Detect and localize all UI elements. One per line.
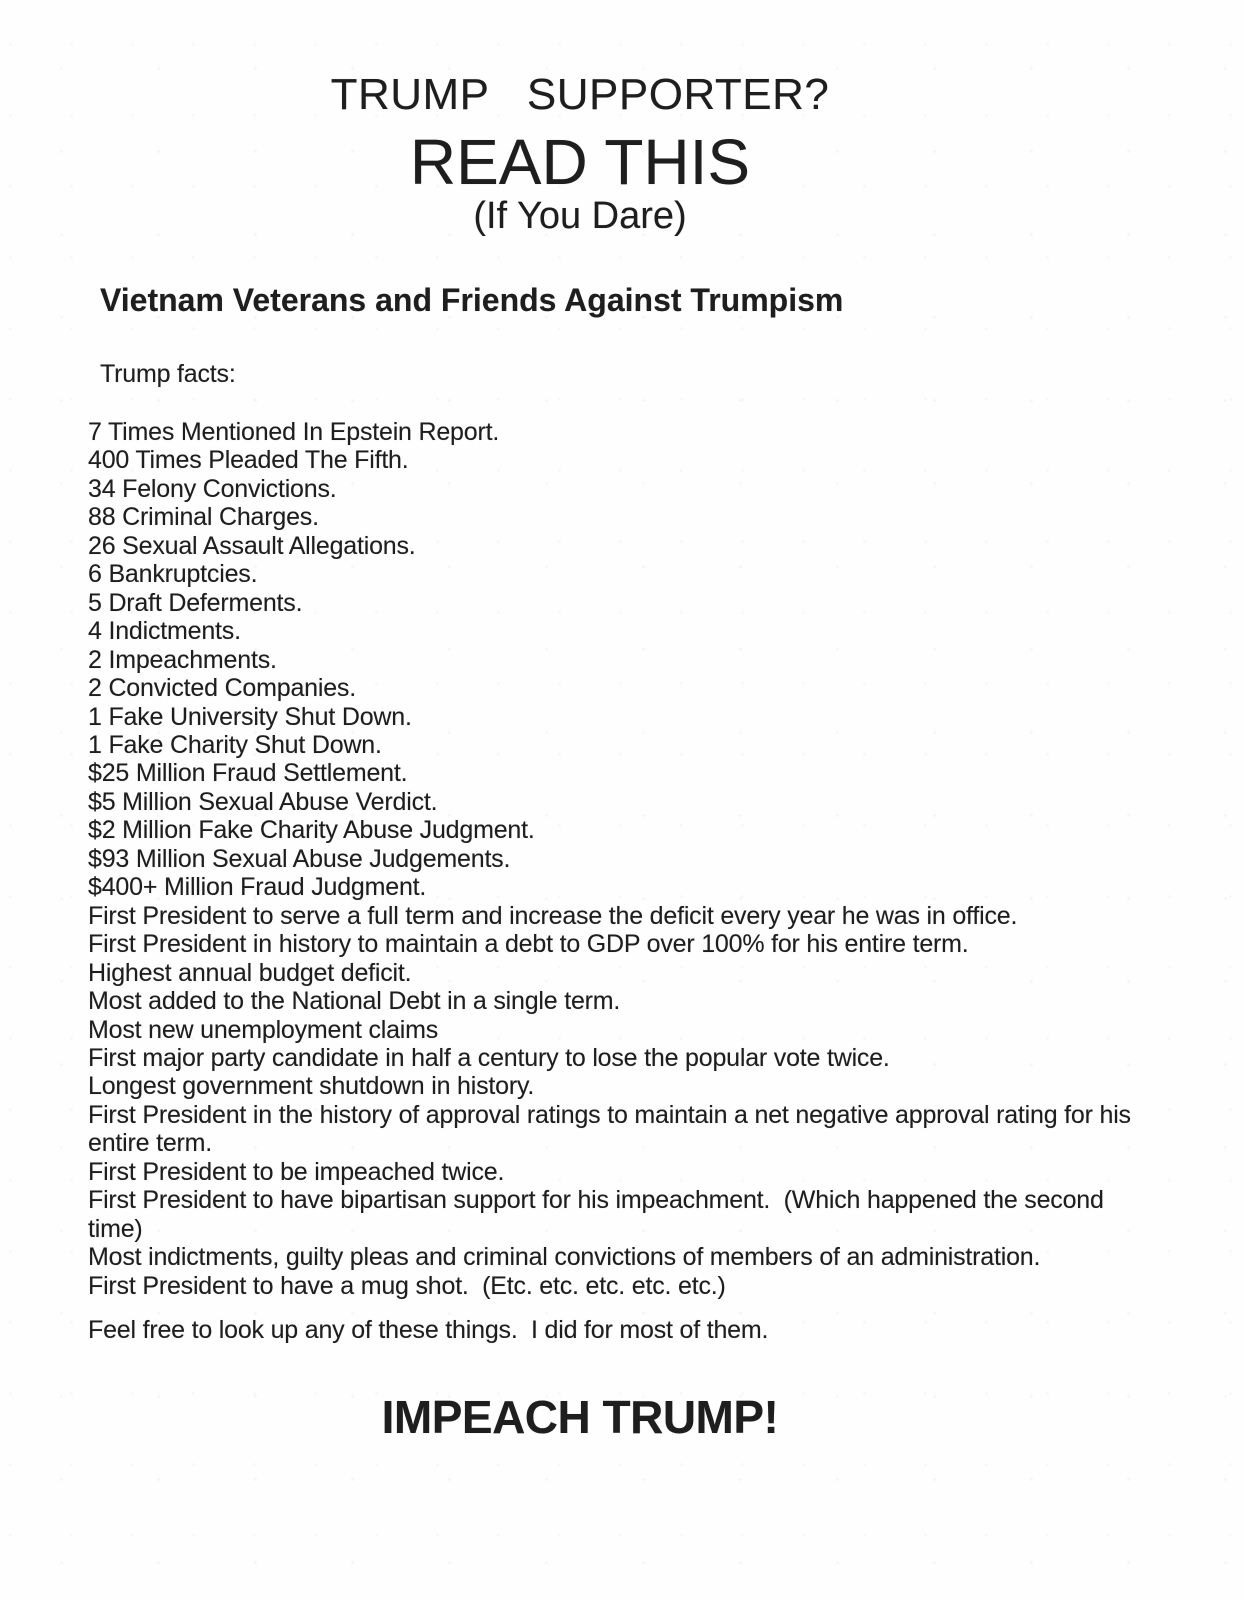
closing-note: Feel free to look up any of these things. I did for most of them. xyxy=(88,1316,769,1344)
fact-line: First President to serve a full term and increase the deficit every year he was in office. xyxy=(88,901,1018,930)
fact-line: $2 Million Fake Charity Abuse Judgment. xyxy=(88,816,535,845)
fact-line: $25 Million Fraud Settlement. xyxy=(88,759,408,788)
fact-line: 2 Impeachments. xyxy=(88,645,277,674)
fact-line: 6 Bankruptcies. xyxy=(88,560,258,589)
fact-line: Most added to the National Debt in a single term. xyxy=(88,987,621,1016)
fact-line: 34 Felony Convictions. xyxy=(88,474,337,503)
fact-line: $93 Million Sexual Abuse Judgements. xyxy=(88,844,511,873)
org-heading: Vietnam Veterans and Friends Against Trumpism xyxy=(100,282,844,318)
fact-line: 88 Criminal Charges. xyxy=(88,503,319,532)
fact-line: 7 Times Mentioned In Epstein Report. xyxy=(88,418,500,446)
title-block xyxy=(60,70,1100,238)
fact-line: Most new unemployment claims xyxy=(88,1015,439,1044)
fact-line: 2 Convicted Companies. xyxy=(88,674,356,703)
fact-line: First major party candidate in half a century to lose the popular vote twice. xyxy=(88,1043,890,1072)
fact-line: First President to have a mug shot. (Etc. etc. etc. etc. etc.) xyxy=(88,1271,726,1300)
facts-list xyxy=(88,418,1218,1300)
title-line-1: TRUMP SUPPORTER? xyxy=(330,70,830,119)
impeach-slogan: IMPEACH TRUMP! xyxy=(381,1391,779,1443)
title-line-2: READ THIS xyxy=(409,126,751,198)
fact-line: Longest government shutdown in history. xyxy=(88,1072,535,1101)
fact-line: $5 Million Sexual Abuse Verdict. xyxy=(88,787,438,816)
fact-line: First President in history to maintain a debt to GDP over 100% for his entire term. xyxy=(88,930,969,959)
fact-line: Highest annual budget deficit. xyxy=(88,958,412,987)
fact-line: time) xyxy=(88,1214,143,1243)
fact-line: 26 Sexual Assault Allegations. xyxy=(88,531,416,560)
title-line-3: (If You Dare) xyxy=(473,195,687,237)
fact-line: First President to be impeached twice. xyxy=(88,1157,505,1186)
fact-line: 400 Times Pleaded The Fifth. xyxy=(88,446,409,475)
fact-line: Most indictments, guilty pleas and criminal convictions of members of an administration. xyxy=(88,1243,1041,1272)
fact-line: 4 Indictments. xyxy=(88,617,241,646)
fact-line: First President to have bipartisan support for his impeachment. (Which happened the second xyxy=(88,1186,1104,1215)
fact-line: 1 Fake University Shut Down. xyxy=(88,702,412,731)
fact-line: 1 Fake Charity Shut Down. xyxy=(88,730,382,759)
fact-line: 5 Draft Deferments. xyxy=(88,588,303,617)
fact-line: entire term. xyxy=(88,1129,213,1158)
facts-label: Trump facts: xyxy=(100,360,236,388)
fact-line: $400+ Million Fraud Judgment. xyxy=(88,873,427,902)
fact-line: First President in the history of approval ratings to maintain a net negative approval rating for his xyxy=(88,1100,1131,1129)
